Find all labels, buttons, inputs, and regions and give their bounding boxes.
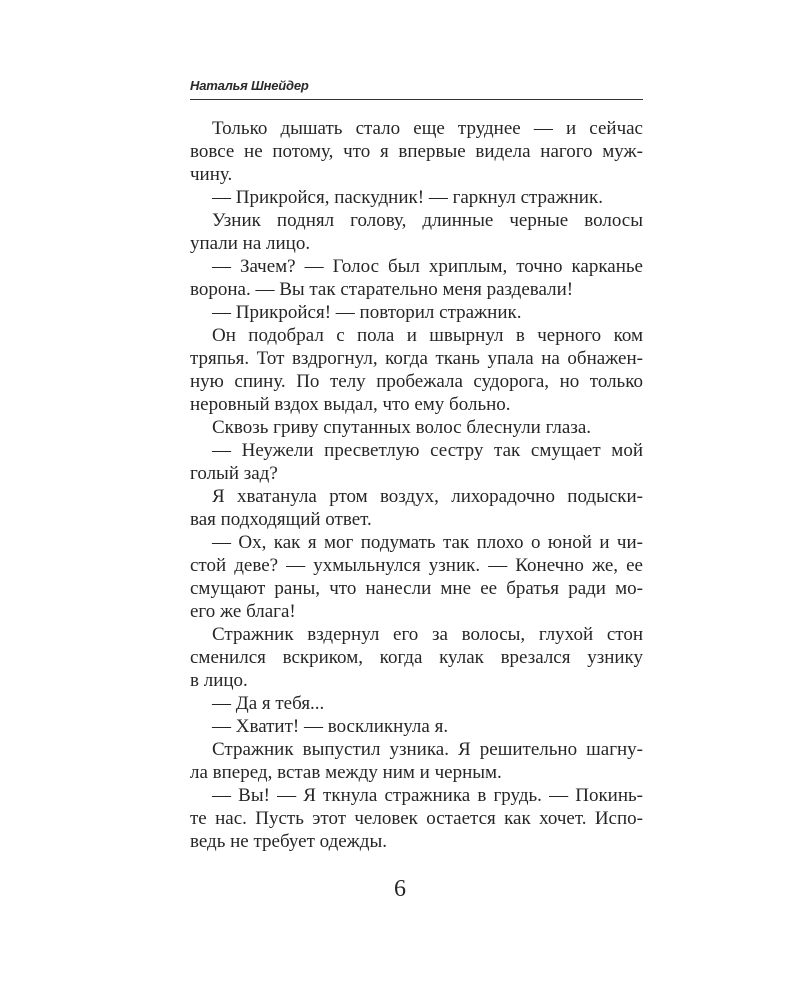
text-line: Стражник выпустил узника. Я решительно шагну- [212, 739, 643, 760]
text-line: сменился вскриком, когда кулак врезался узнику [190, 647, 643, 668]
body-text [190, 117, 643, 853]
text-line: ведь не требует одежды. [190, 831, 387, 852]
text-line: ную спину. По телу пробежала судорога, но только [190, 371, 643, 392]
page-number: 6 [394, 876, 406, 902]
text-line: чину. [190, 164, 233, 185]
text-line: смущают раны, что нанесли мне ее братья ради мо- [190, 578, 643, 599]
text-line: вая подходящий ответ. [190, 509, 372, 530]
text-line: Узник поднял голову, длинные черные волосы [212, 210, 643, 231]
author-name: Наталья Шнейдер [190, 78, 309, 93]
text-line: упали на лицо. [190, 233, 311, 254]
text-line: — Ох, как я мог подумать так плохо о юной и чи- [212, 532, 643, 553]
text-line: — Прикройся, паскудник! — гаркнул стражник. [212, 187, 603, 208]
text-line: — Да я тебя... [212, 693, 325, 714]
text-line: Сквозь гриву спутанных волос блеснули глаза. [212, 417, 592, 438]
text-line: Я хватанула ртом воздух, лихорадочно подыски- [212, 486, 643, 507]
text-line: — Вы! — Я ткнула стражника в грудь. — Покинь- [212, 785, 643, 806]
text-line: в лицо. [190, 670, 248, 691]
text-line: — Зачем? — Голос был хриплым, точно карканье [212, 256, 643, 277]
text-line: вовсе не потому, что я впервые видела нагого муж- [190, 141, 643, 162]
text-line: — Хватит! — воскликнула я. [212, 716, 449, 737]
text-line: те нас. Пусть этот человек остается как хочет. Испо- [190, 808, 643, 829]
text-line: ла вперед, встав между ним и черным. [190, 762, 502, 783]
text-line: Стражник вздернул его за волосы, глухой стон [212, 624, 643, 645]
text-line: — Прикройся! — повторил стражник. [212, 302, 522, 323]
text-line: голый зад? [190, 463, 278, 484]
text-line: неровный вздох выдал, что ему больно. [190, 394, 511, 415]
text-line: ворона. — Вы так старательно меня раздевали! [190, 279, 574, 300]
running-head [190, 78, 643, 100]
text-line: стой деве? — ухмыльнулся узник. — Конечно же, ее [190, 555, 643, 576]
text-line: его же блага! [190, 601, 296, 622]
text-line: тряпья. Тот вздрогнул, когда ткань упала на обнажен- [190, 348, 643, 369]
text-line: Только дышать стало еще труднее — и сейчас [212, 118, 643, 139]
text-line: Он подобрал с пола и швырнул в черного ком [212, 325, 643, 346]
text-line: — Неужели пресветлую сестру так смущает мой [212, 440, 643, 461]
